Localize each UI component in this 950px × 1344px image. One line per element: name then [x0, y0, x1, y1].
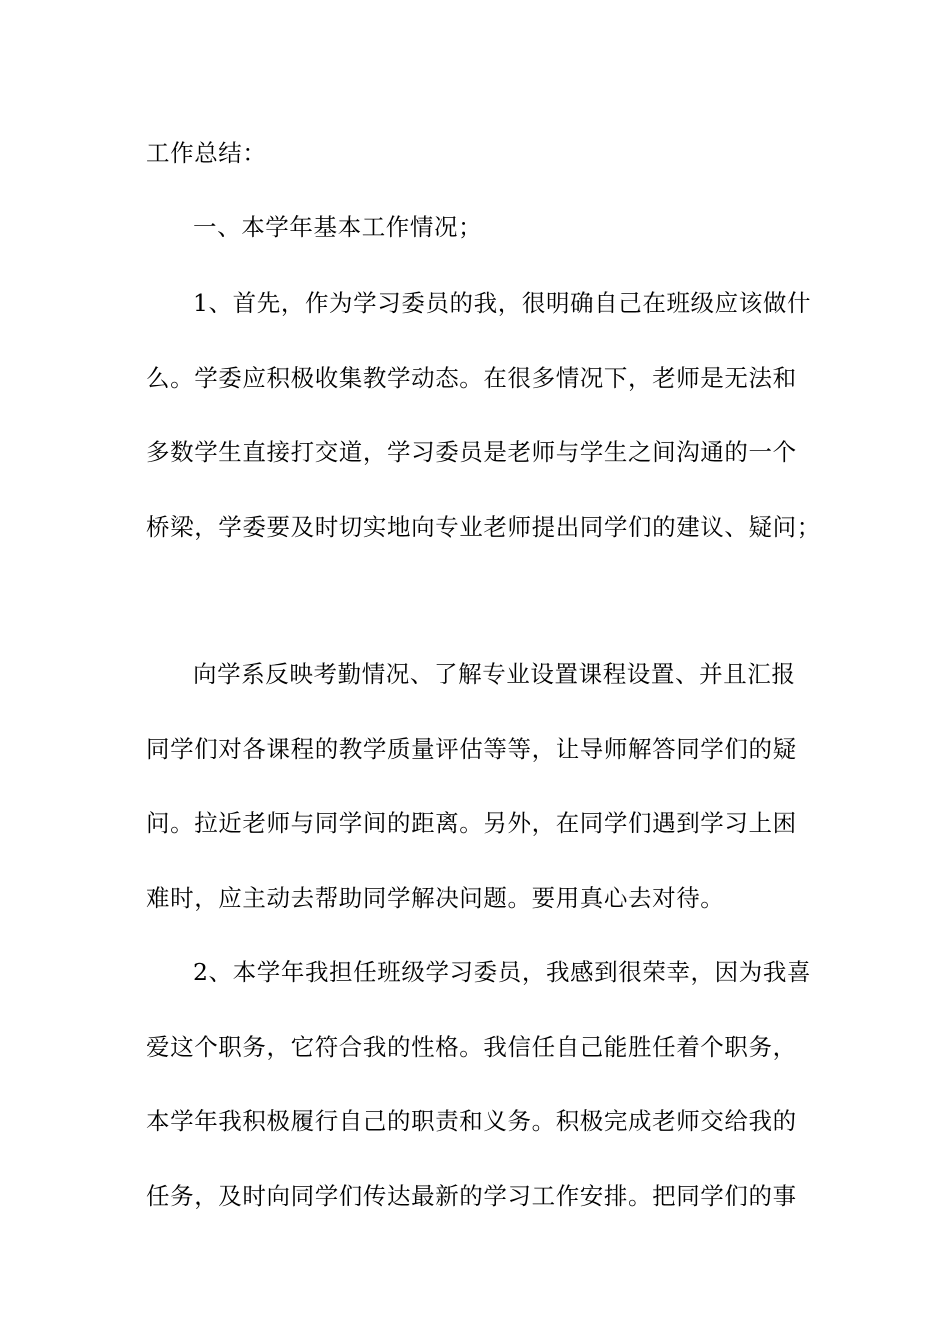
paragraph-line: 问。拉近老师与同学间的距离。另外，在同学们遇到学习上困 — [146, 809, 797, 837]
paragraph-line: 难时，应主动去帮助同学解决问题。要用真心去对待。 — [146, 884, 725, 912]
paragraph-line: 任务，及时向同学们传达最新的学习工作安排。把同学们的事 — [146, 1182, 797, 1210]
paragraph-line: 么。学委应积极收集教学动态。在很多情况下，老师是无法和 — [146, 364, 797, 392]
paragraph-line: 2、本学年我担任班级学习委员，我感到很荣幸，因为我喜 — [193, 958, 812, 986]
paragraph-line: 本学年我积极履行自己的职责和义务。积极完成老师交给我的 — [146, 1107, 797, 1135]
subheading: 一、本学年基本工作情况； — [193, 213, 483, 241]
paragraph-line: 向学系反映考勤情况、了解专业设置课程设置、并且汇报 — [193, 660, 796, 688]
paragraph-line: 1、首先，作为学习委员的我，很明确自己在班级应该做什 — [193, 289, 812, 317]
section-heading: 工作总结： — [146, 139, 267, 167]
paragraph-line: 多数学生直接打交道，学习委员是老师与学生之间沟通的一个 — [146, 438, 797, 466]
paragraph-line: 同学们对各课程的教学质量评估等等，让导师解答同学们的疑 — [146, 735, 797, 763]
paragraph-line: 桥梁，学委要及时切实地向专业老师提出同学们的建议、疑问； — [146, 513, 821, 541]
paragraph-line: 爱这个职务，它符合我的性格。我信任自己能胜任着个职务， — [146, 1033, 797, 1061]
